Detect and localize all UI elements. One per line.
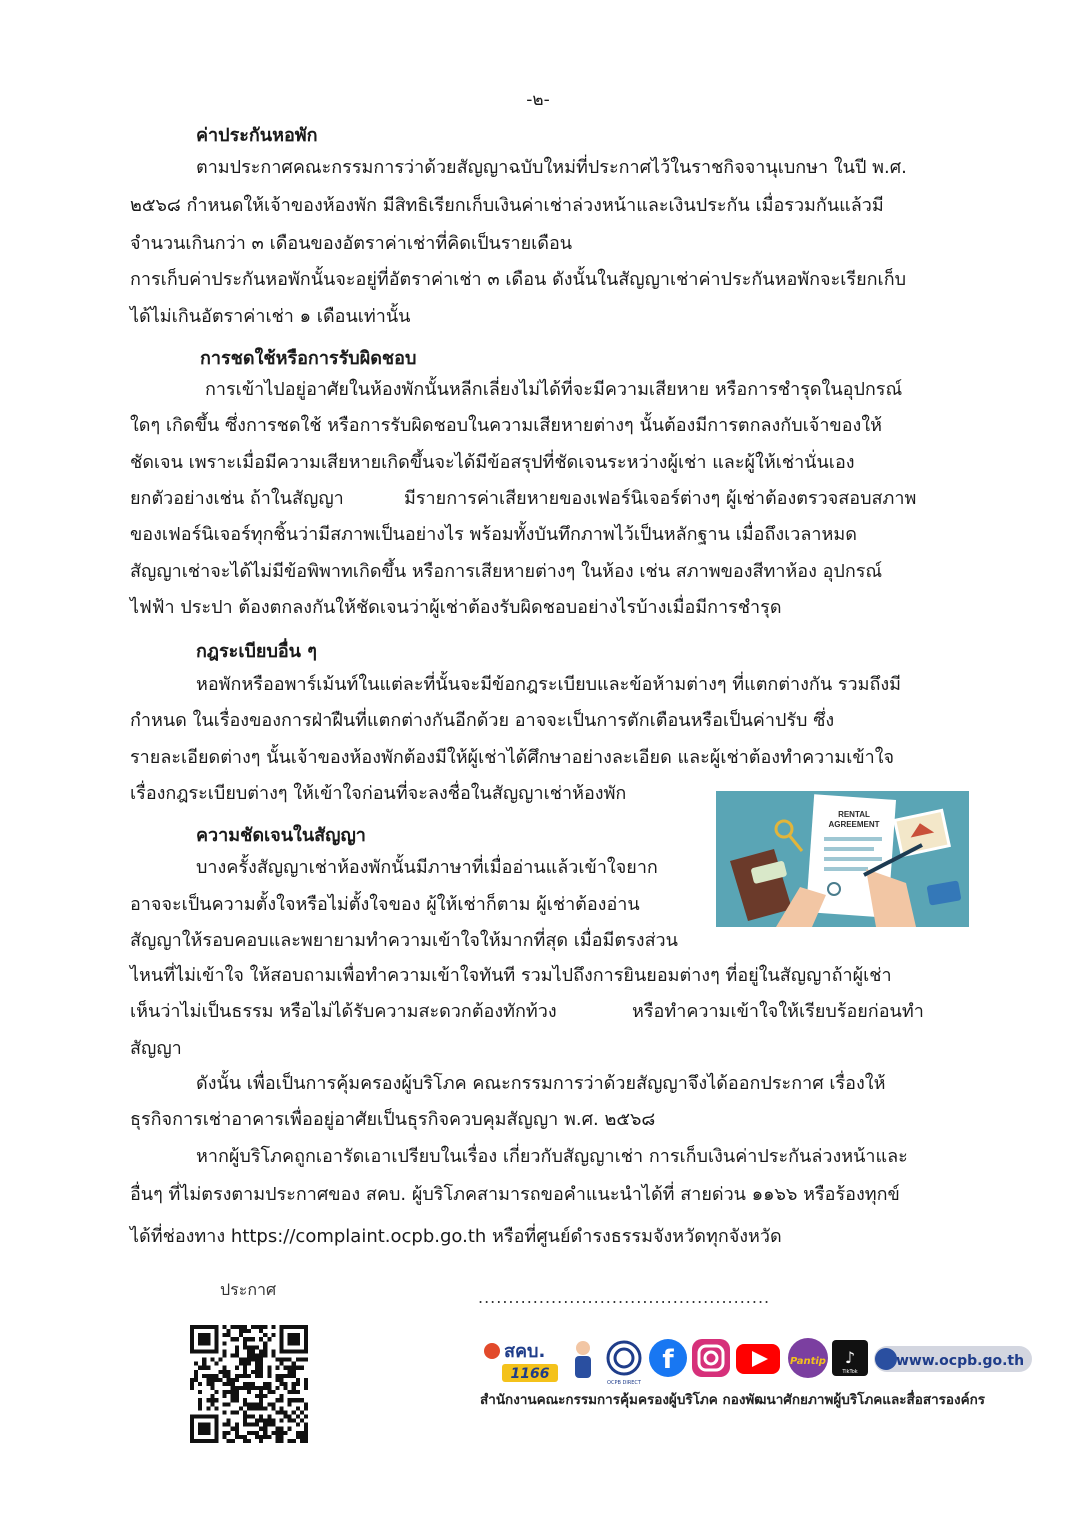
hotline-number: 1166 (510, 1366, 550, 1382)
conclusion-line-3: หากผู้บริโภคถูกเอารัดเอาเปรียบในเรื่อง เกี่ยวกับสัญญาเช่า การเก็บเงินค่าประกันล่วงหน้าและ (196, 1146, 908, 1167)
heading-deposit: ค่าประกันหอพัก (196, 125, 318, 146)
pantip-label: Pantip (790, 1356, 826, 1367)
heading-clarity: ความชัดเจนในสัญญา (196, 825, 366, 846)
deposit-line-5: ได้ไม่เกินอัตราค่าเช่า ๑ เดือนเท่านั้น (130, 306, 411, 327)
clarity-line-3: สัญญาให้รอบคอบและพยายามทำความเข้าใจให้มากที่สุด เมื่อมีตรงส่วน (130, 930, 678, 951)
conclusion-line-5: ได้ที่ช่องทาง https://complaint.ocpb.go.th หรือที่ศูนย์ดำรงธรรมจังหวัดทุกจังหวัด (130, 1226, 782, 1247)
compensation-line-5: ของเฟอร์นิเจอร์ทุกชิ้นว่ามีสภาพเป็นอย่างไร พร้อมทั้งบันทึกภาพไว้เป็นหลักฐาน เมื่อถึงเวลาหมด (130, 524, 857, 545)
compensation-line-4b: มีรายการค่าเสียหายของเฟอร์นิเจอร์ต่างๆ ผู้เช่าต้องตรวจสอบสภาพ (404, 488, 917, 509)
clarity-line-2: อาจจะเป็นความตั้งใจหรือไม่ตั้งใจของ ผู้ให้เช่าก็ตาม ผู้เช่าต้องอ่าน (130, 894, 640, 915)
heading-rules: กฎระเบียบอื่น ๆ (196, 641, 317, 662)
illustration-title-line2: AGREEMENT (828, 820, 880, 829)
illustration-title-line1: RENTAL (838, 810, 870, 819)
compensation-line-2: ใดๆ เกิดขึ้น ซึ่งการชดใช้ หรือการรับผิดชอบในความเสียหายต่างๆ นั้นต้องมีการตกลงกับเจ้าของให้ (130, 415, 882, 436)
page-number: -๒- (526, 90, 550, 110)
svg-text:สคบ.: สคบ. (504, 1341, 546, 1362)
signature-dotted-line: ................................................ (478, 1288, 771, 1307)
heading-compensation: การชดใช้หรือการรับผิดชอบ (200, 348, 417, 369)
deposit-line-4: การเก็บค่าประกันหอพักนั้นจะอยู่ที่อัตราค่าเช่า ๓ เดือน ดังนั้นในสัญญาเช่าค่าประกันหอพักจะเรียกเก็บ (130, 269, 907, 290)
instagram-icon (692, 1339, 730, 1377)
clarity-line-5a: เห็นว่าไม่เป็นธรรม หรือไม่ได้รับความสะดวกต้องทักท้วง (130, 1001, 557, 1022)
youtube-icon (736, 1344, 780, 1374)
compensation-line-4a: ยกตัวอย่างเช่น ถ้าในสัญญา (130, 488, 344, 509)
rules-line-3: รายละเอียดต่างๆ นั้นเจ้าของห้องพักต้องมีให้ผู้เช่าได้ศึกษาอย่างละเอียด และผู้เช่าต้องทำความเข้าใจ (130, 747, 895, 768)
deposit-line-2: ๒๕๖๘ กำหนดให้เจ้าของห้องพัก มีสิทธิเรียกเก็บเงินค่าเช่าล่วงหน้าและเงินประกัน เมื่อรวมกันแล้วมี (130, 195, 884, 216)
compensation-line-6: สัญญาเช่าจะได้ไม่มีข้อพิพาทเกิดขึ้น หรือการเสียหายต่างๆ ในห้อง เช่น สภาพของสีทาห้อง อุปกรณ์ (130, 561, 883, 582)
svg-text:♪: ♪ (844, 1348, 856, 1367)
compensation-line-1: การเข้าไปอยู่อาศัยในห้องพักนั้นหลีกเลี่ยงไม่ได้ที่จะมีความเสียหาย หรือการชำรุดในอุปกรณ์ (205, 379, 903, 400)
clarity-line-5b: หรือทำความเข้าใจให้เรียบร้อยก่อนทำ (632, 1001, 924, 1022)
rental-agreement-illustration (716, 791, 969, 927)
qr-code[interactable] (190, 1325, 308, 1443)
conclusion-line-2: ธุรกิจการเช่าอาคารเพื่ออยู่อาศัยเป็นธุรกิจควบคุมสัญญา พ.ศ. ๒๕๖๘ (130, 1109, 656, 1130)
rules-line-2: กำหนด ในเรื่องของการฝ่าฝืนที่แตกต่างกันอีกด้วย อาจจะเป็นการตักเตือนหรือเป็นค่าปรับ ซึ่ง (130, 710, 835, 731)
website-icon (874, 1346, 1032, 1372)
tiktok-label: TikTok (842, 1369, 858, 1375)
website-url: www.ocpb.go.th (895, 1353, 1025, 1369)
footer-social-bar (478, 1336, 1038, 1386)
mascot-icon (575, 1341, 591, 1378)
svg-text:f: f (662, 1345, 674, 1375)
tiktok-icon (832, 1340, 868, 1376)
compensation-line-3: ชัดเจน เพราะเมื่อมีความเสียหายเกิดขึ้นจะได้มีข้อสรุปที่ชัดเจนระหว่างผู้เช่า และผู้ให้เช่านั่นเอง (130, 452, 855, 473)
ocpb-direct-icon (607, 1342, 642, 1386)
ocpb-direct-label: OCPB DIRECT (607, 1380, 641, 1386)
deposit-line-1: ตามประกาศคณะกรรมการว่าด้วยสัญญาฉบับใหม่ที่ประกาศไว้ในราชกิจจานุเบกษา ในปี พ.ศ. (196, 157, 907, 178)
qr-label: ประกาศ (220, 1280, 277, 1299)
clarity-line-6: สัญญา (130, 1038, 182, 1059)
pantip-icon (788, 1338, 828, 1378)
footer-organization-name: สำนักงานคณะกรรมการคุ้มครองผู้บริโภค กองพัฒนาศักยภาพผู้บริโภคและสื่อสารองค์กร (480, 1392, 986, 1408)
conclusion-line-4: อื่นๆ ที่ไม่ตรงตามประกาศของ สคบ. ผู้บริโภคสามารถขอคำแนะนำได้ที่ สายด่วน ๑๑๖๖ หรือร้องทุกข์ (130, 1184, 900, 1205)
conclusion-line-1: ดังนั้น เพื่อเป็นการคุ้มครองผู้บริโภค คณะกรรมการว่าด้วยสัญญาจึงได้ออกประกาศ เรื่องให้ (196, 1073, 886, 1094)
facebook-icon (649, 1339, 687, 1377)
rules-line-4: เรื่องกฎระเบียบต่างๆ ให้เข้าใจก่อนที่จะลงชื่อในสัญญาเช่าห้องพัก (130, 783, 627, 804)
rules-line-1: หอพักหรืออพาร์เม้นท์ในแต่ละที่นั้นจะมีข้อกฎระเบียบและข้อห้ามต่างๆ ที่แตกต่างกัน รวมถึงมี (196, 674, 902, 695)
clarity-line-4: ไหนที่ไม่เข้าใจ ให้สอบถามเพื่อทำความเข้าใจทันที รวมไปถึงการยินยอมต่างๆ ที่อยู่ในสัญญาถ้าผู้เช่า (130, 965, 892, 986)
compensation-line-7: ไฟฟ้า ประปา ต้องตกลงกันให้ชัดเจนว่าผู้เช่าต้องรับผิดชอบอย่างไรบ้างเมื่อมีการชำรุด (130, 597, 782, 618)
clarity-line-1: บางครั้งสัญญาเช่าห้องพักนั้นมีภาษาที่เมื่ออ่านแล้วเข้าใจยาก (196, 857, 658, 878)
deposit-line-3: จำนวนเกินกว่า ๓ เดือนของอัตราค่าเช่าที่คิดเป็นรายเดือน (130, 233, 573, 254)
ocpb-logo-icon (484, 1341, 558, 1382)
